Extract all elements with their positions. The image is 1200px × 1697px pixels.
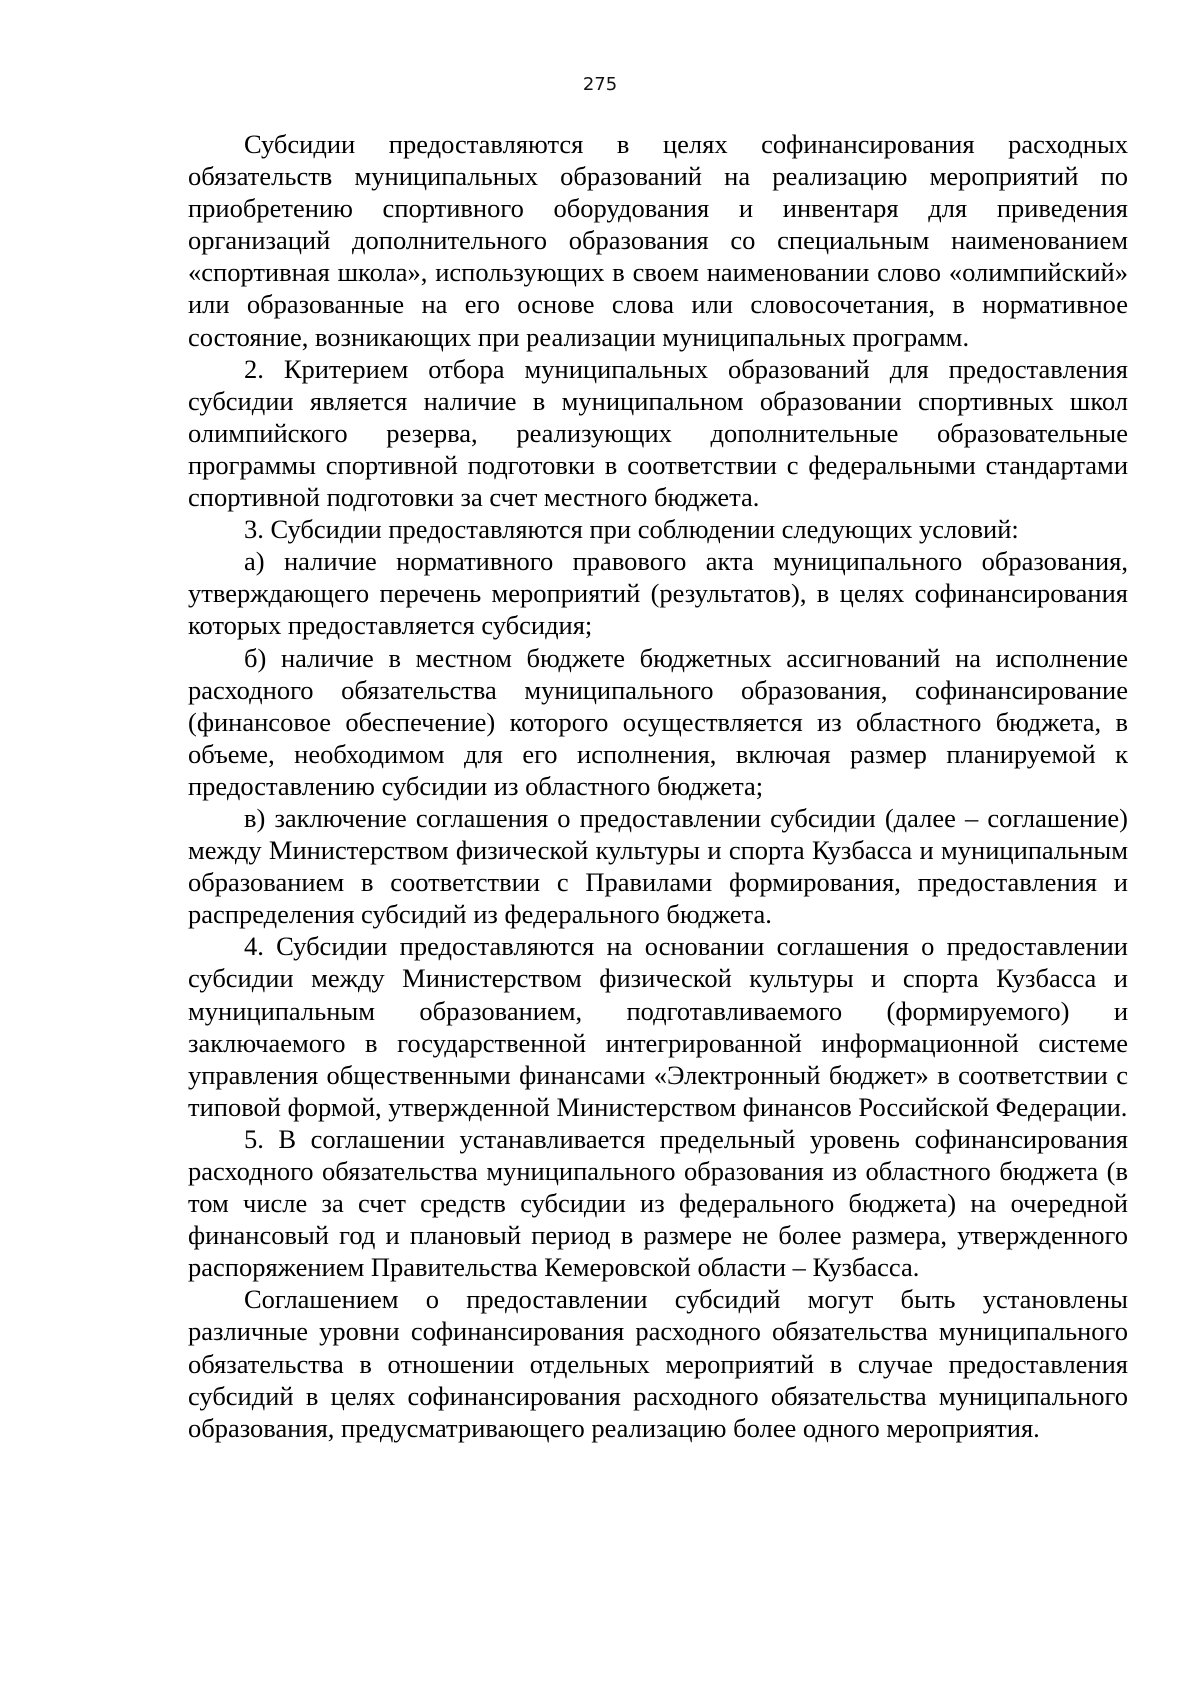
paragraph-condition-b: б) наличие в местном бюджете бюджетных ассигнований на исполнение расходного обязательства муниципального образования, софинансирование (финансовое обеспечение) которого осуществляется из областного бюджета, в объеме, необходимом для его исполнения, включая размер планируемой к предоставлению субсидии из областного бюджета; bbox=[188, 642, 1128, 801]
paragraph-condition-a: а) наличие нормативного правового акта муниципального образования, утверждающего перечень мероприятий (результатов), в целях софинансирования которых предоставляется субсидия; bbox=[188, 546, 1128, 641]
paragraph-clause-5: 5. В соглашении устанавливается предельный уровень софинансирования расходного обязательства муниципального образования из областного бюджета (в том числе за счет средств субсидии из федерального бюджета) на очередной финансовый год и плановый период в размере не более размера, утвержденного распоряжением Правительства Кемеровской области – Кузбасса. bbox=[188, 1123, 1128, 1283]
paragraph-closing: Соглашением о предоставлении субсидий могут быть установлены различные уровни софинансирования расходного обязательства муниципального обязательства в отношении отдельных мероприятий в случае предоставления субсидий в целях софинансирования расходного обязательства муниципального образования, предусматривающего реализацию более одного мероприятия. bbox=[188, 1284, 1128, 1443]
page-number: 275 bbox=[582, 74, 618, 95]
paragraph-intro: Субсидии предоставляются в целях софинансирования расходных обязательств муниципальных образований на реализацию мероприятий по приобретению спортивного оборудования и инвентаря для приведения организаций дополнительного образования со специальным наименованием «спортивная школа», использующих в своем наименовании слово «олимпийский» или образованные на его основе слова или словосочетания, в нормативное состояние, возникающих при реализации муниципальных программ. bbox=[188, 129, 1128, 352]
paragraph-clause-4: 4. Субсидии предоставляются на основании соглашения о предоставлении субсидии между Министерством физической культуры и спорта Кузбасса и муниципальным образованием, подготавливаемого (формируемого) и заключаемого в государственной интегрированной информационной системе управления общественными финансами «Электронный бюджет» в соответствии с типовой формой, утвержденной Министерством финансов Российской Федерации. bbox=[188, 931, 1128, 1122]
paragraph-clause-2: 2. Критерием отбора муниципальных образований для предоставления субсидии является наличие в муниципальном образовании спортивных школ олимпийского резерва, реализующих дополнительные образовательные программы спортивной подготовки в соответствии с федеральными стандартами спортивной подготовки за счет местного бюджета. bbox=[188, 353, 1128, 513]
paragraph-clause-3: 3. Субсидии предоставляются при соблюдении следующих условий: bbox=[244, 514, 1019, 545]
paragraph-condition-v: в) заключение соглашения о предоставлении субсидии (далее – соглашение) между Министерством физической культуры и спорта Кузбасса и муниципальным образованием в соответствии с Правилами формирования, предоставления и распределения субсидий из федерального бюджета. bbox=[188, 802, 1128, 930]
document-body bbox=[188, 128, 1128, 1444]
